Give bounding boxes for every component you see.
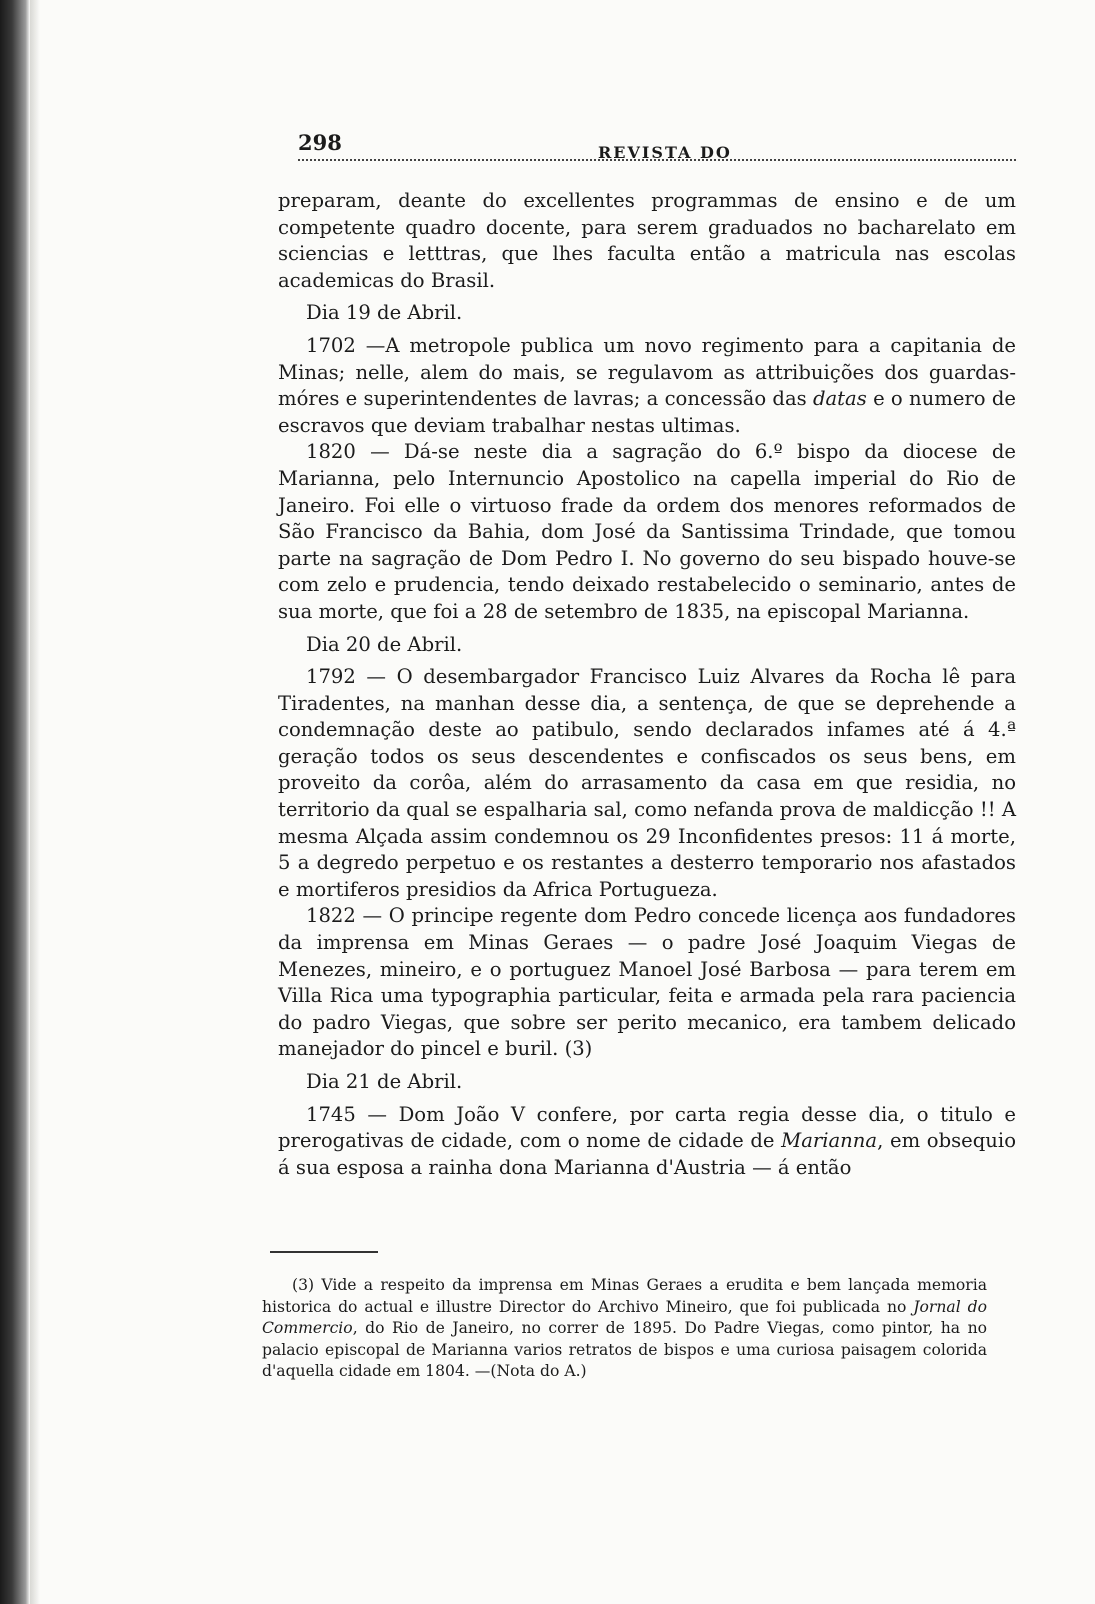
header-rule — [298, 159, 1016, 167]
entry-1822: 1822 — O principe regente dom Pedro concede licença aos fundadores da imprensa em Minas Geraes — o padre José Joaquim Viegas de Menezes, mineiro, e o portuguez Manoel José Barbosa — para terem em Villa Rica uma typographia particular, feita e armada pela rara paciencia do padro Viegas, que sobre ser perito mecanico, era tambem delicado manejador do pincel e buril. (3) — [278, 904, 1016, 1061]
page-number: 298 — [298, 130, 342, 155]
footnote — [262, 1275, 987, 1383]
page-header — [298, 127, 1016, 167]
footnote-rule — [270, 1251, 378, 1253]
footnote-3: (3) Vide a respeito da imprensa em Minas Geraes a erudita e bem lançada memoria historica do actual e illustre Director do Archivo Mineiro, que foi publicada no Jornal do Commercio, do Rio de Janeiro, no correr de 1895. Do Padre Viegas, como pintor, ha no palacio episcopal de Marianna varios retratos de bispos e uma curiosa paisagem colorida d'aquella cidade em 1804. —(Nota do A.) — [262, 1276, 987, 1380]
book-gutter-shadow — [0, 0, 30, 1604]
paragraph-continuation: preparam, deante do excellentes programmas de ensino e de um competente quadro docente, para serem graduados no bacharelato em sciencias e letttras, que lhes faculta então a matricula nas escolas academicas do Brasil. — [278, 189, 1016, 292]
book-gutter-fade — [30, 0, 40, 1604]
date-heading: Dia 19 de Abril. — [306, 301, 463, 325]
date-heading: Dia 21 de Abril. — [306, 1070, 463, 1093]
entry-1792: 1792 — O desembargador Francisco Luiz Alvares da Rocha lê para Tiradentes, na manhan desse dia, a sentença, de que se deprehende a condemnação deste ao patibulo, sendo declarados infames até á 4.ª geração todos os seus descendentes e confiscados os seus bens, em proveito da corôa, além do arrasamento da casa em que residia, no territorio da qual se espalharia sal, como nefanda prova de maldicção !! A mesma Alçada assim condemnou os 29 Inconfidentes presos: 11 á morte, 5 a degredo perpetuo e os restantes a desterro temporario nos afastados e mortiferos presidios da Africa Portugueza. — [278, 665, 1016, 901]
entry-1745: 1745 — Dom João V confere, por carta regia desse dia, o titulo e prerogativas de cidade, com o nome de cidade de Marianna, em obsequio á sua esposa a rainha dona Marianna d'Austria — á então — [278, 1102, 1016, 1179]
running-title: REVISTA DO — [598, 143, 732, 162]
main-text — [278, 188, 1016, 1181]
date-heading: Dia 20 de Abril. — [306, 632, 463, 656]
entry-1820: 1820 — Dá-se neste dia a sagração do 6.º bispo da diocese de Marianna, pelo Internuncio Apostolico na capella imperial do Rio de Janeiro. Foi elle o virtuoso frade da ordem dos menores reformados de São Francisco da Bahia, dom José da Santissima Trindade, que tomou parte na sagração de Dom Pedro I. No governo do seu bispado houve-se com zelo e prudencia, tendo deixado restabelecido o seminario, antes de sua morte, que foi a 28 de setembro de 1835, na episcopal Marianna. — [278, 440, 1016, 623]
entry-1702: 1702 —A metropole publica um novo regimento para a capitania de Minas; nelle, alem do mais, se regulavom as attribuições dos guardas-móres e superintendentes de lavras; a concessão das datas e o numero de escravos que deviam trabalhar nestas ultimas. — [278, 333, 1016, 437]
